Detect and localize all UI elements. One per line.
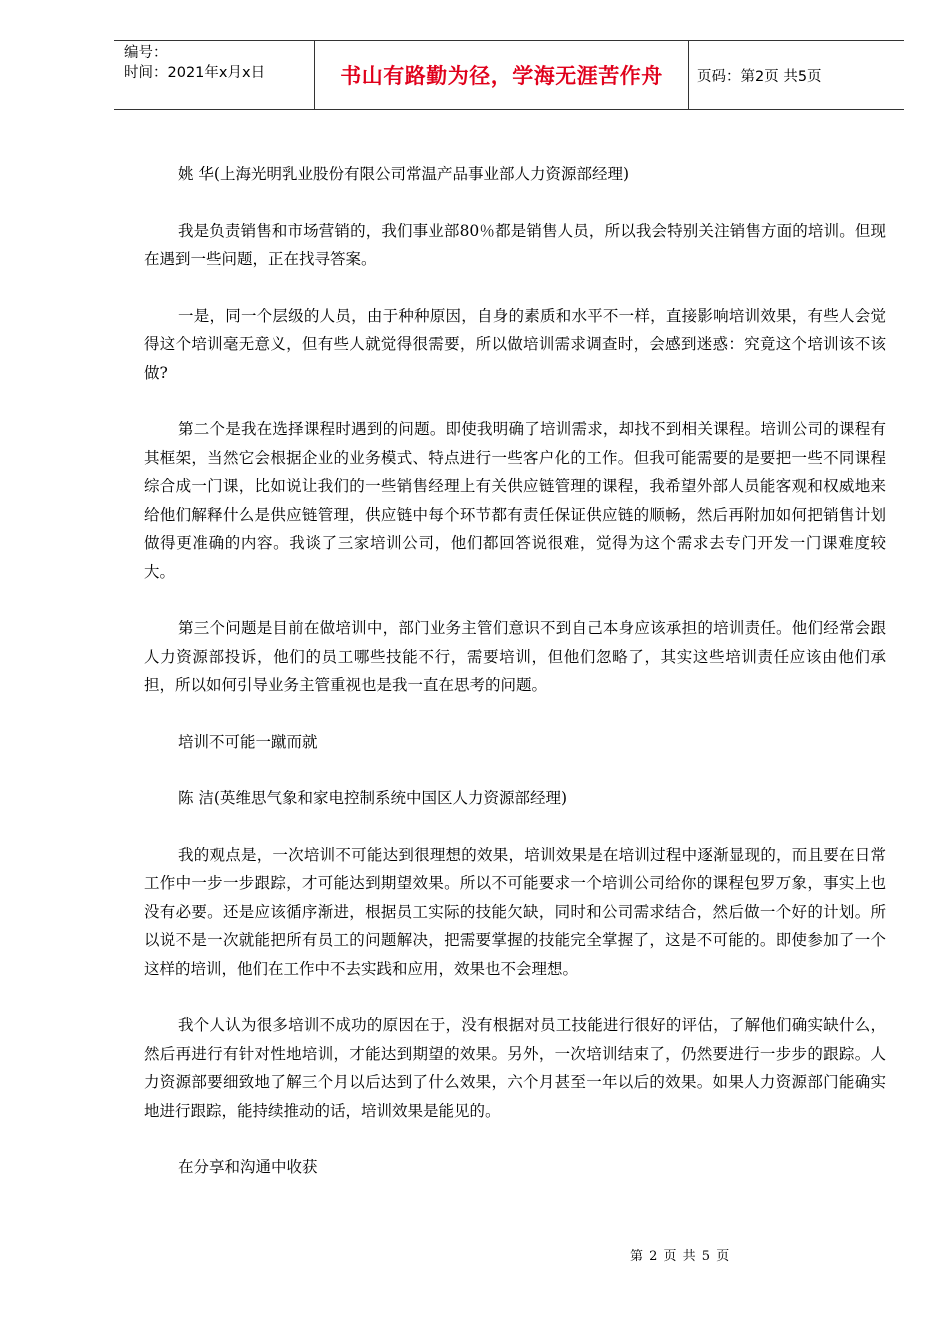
page-header (114, 40, 904, 110)
body-paragraph: 第二个是我在选择课程时遇到的问题。即使我明确了培训需求，却找不到相关课程。培训公司的课程有其框架，当然它会根据企业的业务模式、特点进行一些客户化的工作。但我可能需要的是要把一些不同课程综合成一门课，比如说让我们的一些销售经理上有关供应链管理的课程，我希望外部人员能客观和权威地来给他们解释什么是供应链管理，供应链中每个环节都有责任保证供应链的顺畅，然后再附加如何把销售计划做得更准确的内容。我谈了三家培训公司，他们都回答说很难，觉得为这个需求去专门开发一门课难度较大。 (144, 420, 886, 581)
header-meta (114, 41, 315, 109)
section-heading: 培训不可能一蹴而就 (178, 732, 318, 751)
page-footer: 第 2 页 共 5 页 (630, 1249, 731, 1264)
header-motto: 书山有路勤为径，学海无涯苦作舟 (340, 64, 663, 88)
header-page-label: 页码：第2页 共5页 (697, 68, 822, 85)
body-paragraph: 第三个问题是目前在做培训中，部门业务主管们意识不到自己本身应该承担的培训责任。他们经常会跟人力资源部投诉，他们的员工哪些技能不行，需要培训，但他们忽略了，其实这些培训责任应该由他们承担，所以如何引导业务主管重视也是我一直在思考的问题。 (144, 619, 886, 694)
header-page-cell (689, 41, 904, 109)
header-motto-cell (315, 41, 689, 109)
body-paragraph: 一是，同一个层级的人员，由于种种原因，自身的素质和水平不一样，直接影响培训效果，有些人会觉得这个培训毫无意义，但有些人就觉得很需要，所以做培训需求调查时，会感到迷惑：究竟这个培训该不该做? (144, 306, 886, 382)
document-time-label: 时间：2021年x月x日 (124, 65, 266, 81)
body-paragraph: 我个人认为很多培训不成功的原因在于，没有根据对员工技能进行很好的评估，了解他们确实缺什么，然后再进行有针对性地培训，才能达到期望的效果。另外，一次培训结束了，仍然要进行一步步的跟踪。人力资源部要细致地了解三个月以后达到了什么效果，六个月甚至一年以后的效果。如果人力资源部门能确实地进行跟踪，能持续推动的话，培训效果是能见的。 (144, 1016, 886, 1120)
body-paragraph: 我的观点是，一次培训不可能达到很理想的效果，培训效果是在培训过程中逐渐显现的，而且要在日常工作中一步一步跟踪，才可能达到期望效果。所以不可能要求一个培训公司给你的课程包罗万象，事实上也没有必要。还是应该循序渐进，根据员工实际的技能欠缺，同时和公司需求结合，然后做一个好的计划。所以说不是一次就能把所有员工的问题解决，把需要掌握的技能完全掌握了，这是不可能的。即使参加了一个这样的培训，他们在工作中不去实践和应用，效果也不会理想。 (144, 845, 886, 978)
speaker-heading: 姚 华(上海光明乳业股份有限公司常温产品事业部人力资源部经理) (178, 165, 630, 183)
document-body (144, 160, 886, 1182)
section-heading: 在分享和沟通中收获 (178, 1158, 318, 1176)
speaker-heading: 陈 洁(英维思气象和家电控制系统中国区人力资源部经理) (178, 789, 568, 807)
document-number-label: 编号： (124, 45, 168, 61)
body-paragraph: 我是负责销售和市场营销的，我们事业部80％都是销售人员，所以我会特别关注销售方面的培训。但现在遇到一些问题，正在找寻答案。 (144, 221, 886, 268)
